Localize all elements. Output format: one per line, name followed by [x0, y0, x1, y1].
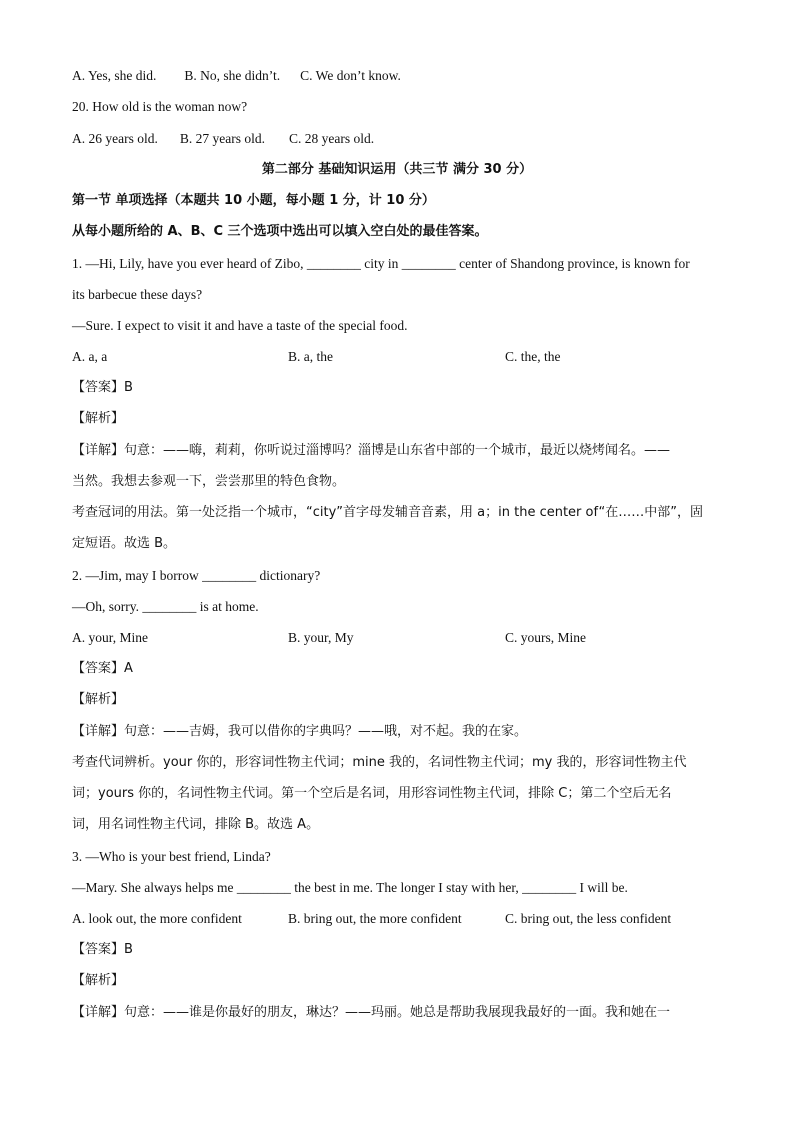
- q2-detail-line4: 词，用名词性物主代词，排除 B。故选 A。: [72, 817, 320, 832]
- q3-reply: —Mary. She always helps me ________ the best in me. The longer I stay with her, ________ I will be.: [72, 880, 628, 895]
- q2-option-a: A. your, Mine: [72, 630, 148, 645]
- q19-option-b: B. No, she didn’t.: [184, 68, 281, 83]
- q1-option-b: B. a, the: [288, 349, 333, 364]
- q20-option-a: A. 26 years old.: [72, 131, 158, 146]
- q3-option-a: A. look out, the more confident: [72, 911, 242, 926]
- q2-stem: 2. —Jim, may I borrow ________ dictionary?: [72, 568, 321, 583]
- q3-option-c: C. bring out, the less confident: [505, 911, 672, 926]
- instructions: 从每小题所给的 A、B、C 三个选项中选出可以填入空白处的最佳答案。: [72, 224, 488, 239]
- q20-options: [72, 130, 374, 148]
- q1-reply: —Sure. I expect to visit it and have a taste of the special food.: [72, 318, 408, 333]
- q2-detail-line1: 【详解】句意：——吉姆，我可以借你的字典吗？——哦，对不起。我的在家。: [72, 724, 528, 739]
- q20-option-b: B. 27 years old.: [179, 131, 265, 146]
- q19-option-a: A. Yes, she did.: [72, 68, 157, 83]
- q1-option-a: A. a, a: [72, 349, 108, 364]
- q3-answer: 【答案】B: [72, 942, 133, 957]
- q19-option-c: C. We don’t know.: [300, 68, 401, 83]
- part-two-heading: 第二部分 基础知识运用（共三节 满分 30 分）: [261, 162, 533, 177]
- q3-analysis-label: 【解析】: [72, 973, 125, 988]
- q2-reply: —Oh, sorry. ________ is at home.: [72, 599, 259, 614]
- q2-option-b: B. your, My: [288, 630, 354, 645]
- q2-detail-line2: 考查代词辨析。your 你的，形容词性物主代词；mine 我的，名词性物主代词；my 我的，形容词性物主代: [72, 755, 687, 770]
- q3-detail-line1: 【详解】句意：——谁是你最好的朋友，琳达？——玛丽。她总是帮助我展现我最好的一面。我和她在一: [72, 1005, 671, 1020]
- q1-analysis-label: 【解析】: [72, 411, 125, 426]
- q1-answer: 【答案】B: [72, 380, 133, 395]
- q3-option-b: B. bring out, the more confident: [288, 911, 462, 926]
- q2-option-c: C. yours, Mine: [505, 630, 586, 645]
- q1-stem-line1: 1. —Hi, Lily, have you ever heard of Zibo, ________ city in ________ center of Shandong province, is known for: [72, 256, 690, 271]
- q1-detail-line1: 【详解】句意：——嗨，莉莉，你听说过淄博吗？淄博是山东省中部的一个城市，最近以烧烤闻名。——: [72, 443, 671, 458]
- q2-detail-line3: 词；yours 你的，名词性物主代词。第一个空后是名词，用形容词性物主代词，排除 C；第二个空后无名: [72, 786, 672, 801]
- q3-stem: 3. —Who is your best friend, Linda?: [72, 849, 271, 864]
- q1-detail-line3: 考查冠词的用法。第一处泛指一个城市，“city”首字母发辅音音素，用 a；in the center of“在……中部”，固: [72, 505, 703, 520]
- q1-detail-line4: 定短语。故选 B。: [72, 536, 177, 551]
- q3-options: [72, 910, 722, 928]
- q20-option-c: C. 28 years old.: [288, 131, 375, 146]
- q1-detail-line2: 当然。我想去参观一下，尝尝那里的特色食物。: [72, 474, 346, 489]
- q19-options: [72, 67, 401, 85]
- q1-options: [72, 348, 722, 366]
- section-one-heading: 第一节 单项选择（本题共 10 小题，每小题 1 分，计 10 分）: [72, 193, 435, 208]
- q2-answer: 【答案】A: [72, 661, 133, 676]
- q1-stem-line2: its barbecue these days?: [72, 287, 203, 302]
- q2-analysis-label: 【解析】: [72, 692, 125, 707]
- q2-options: [72, 629, 722, 647]
- q1-option-c: C. the, the: [505, 349, 561, 364]
- q20-question: 20. How old is the woman now?: [72, 99, 248, 114]
